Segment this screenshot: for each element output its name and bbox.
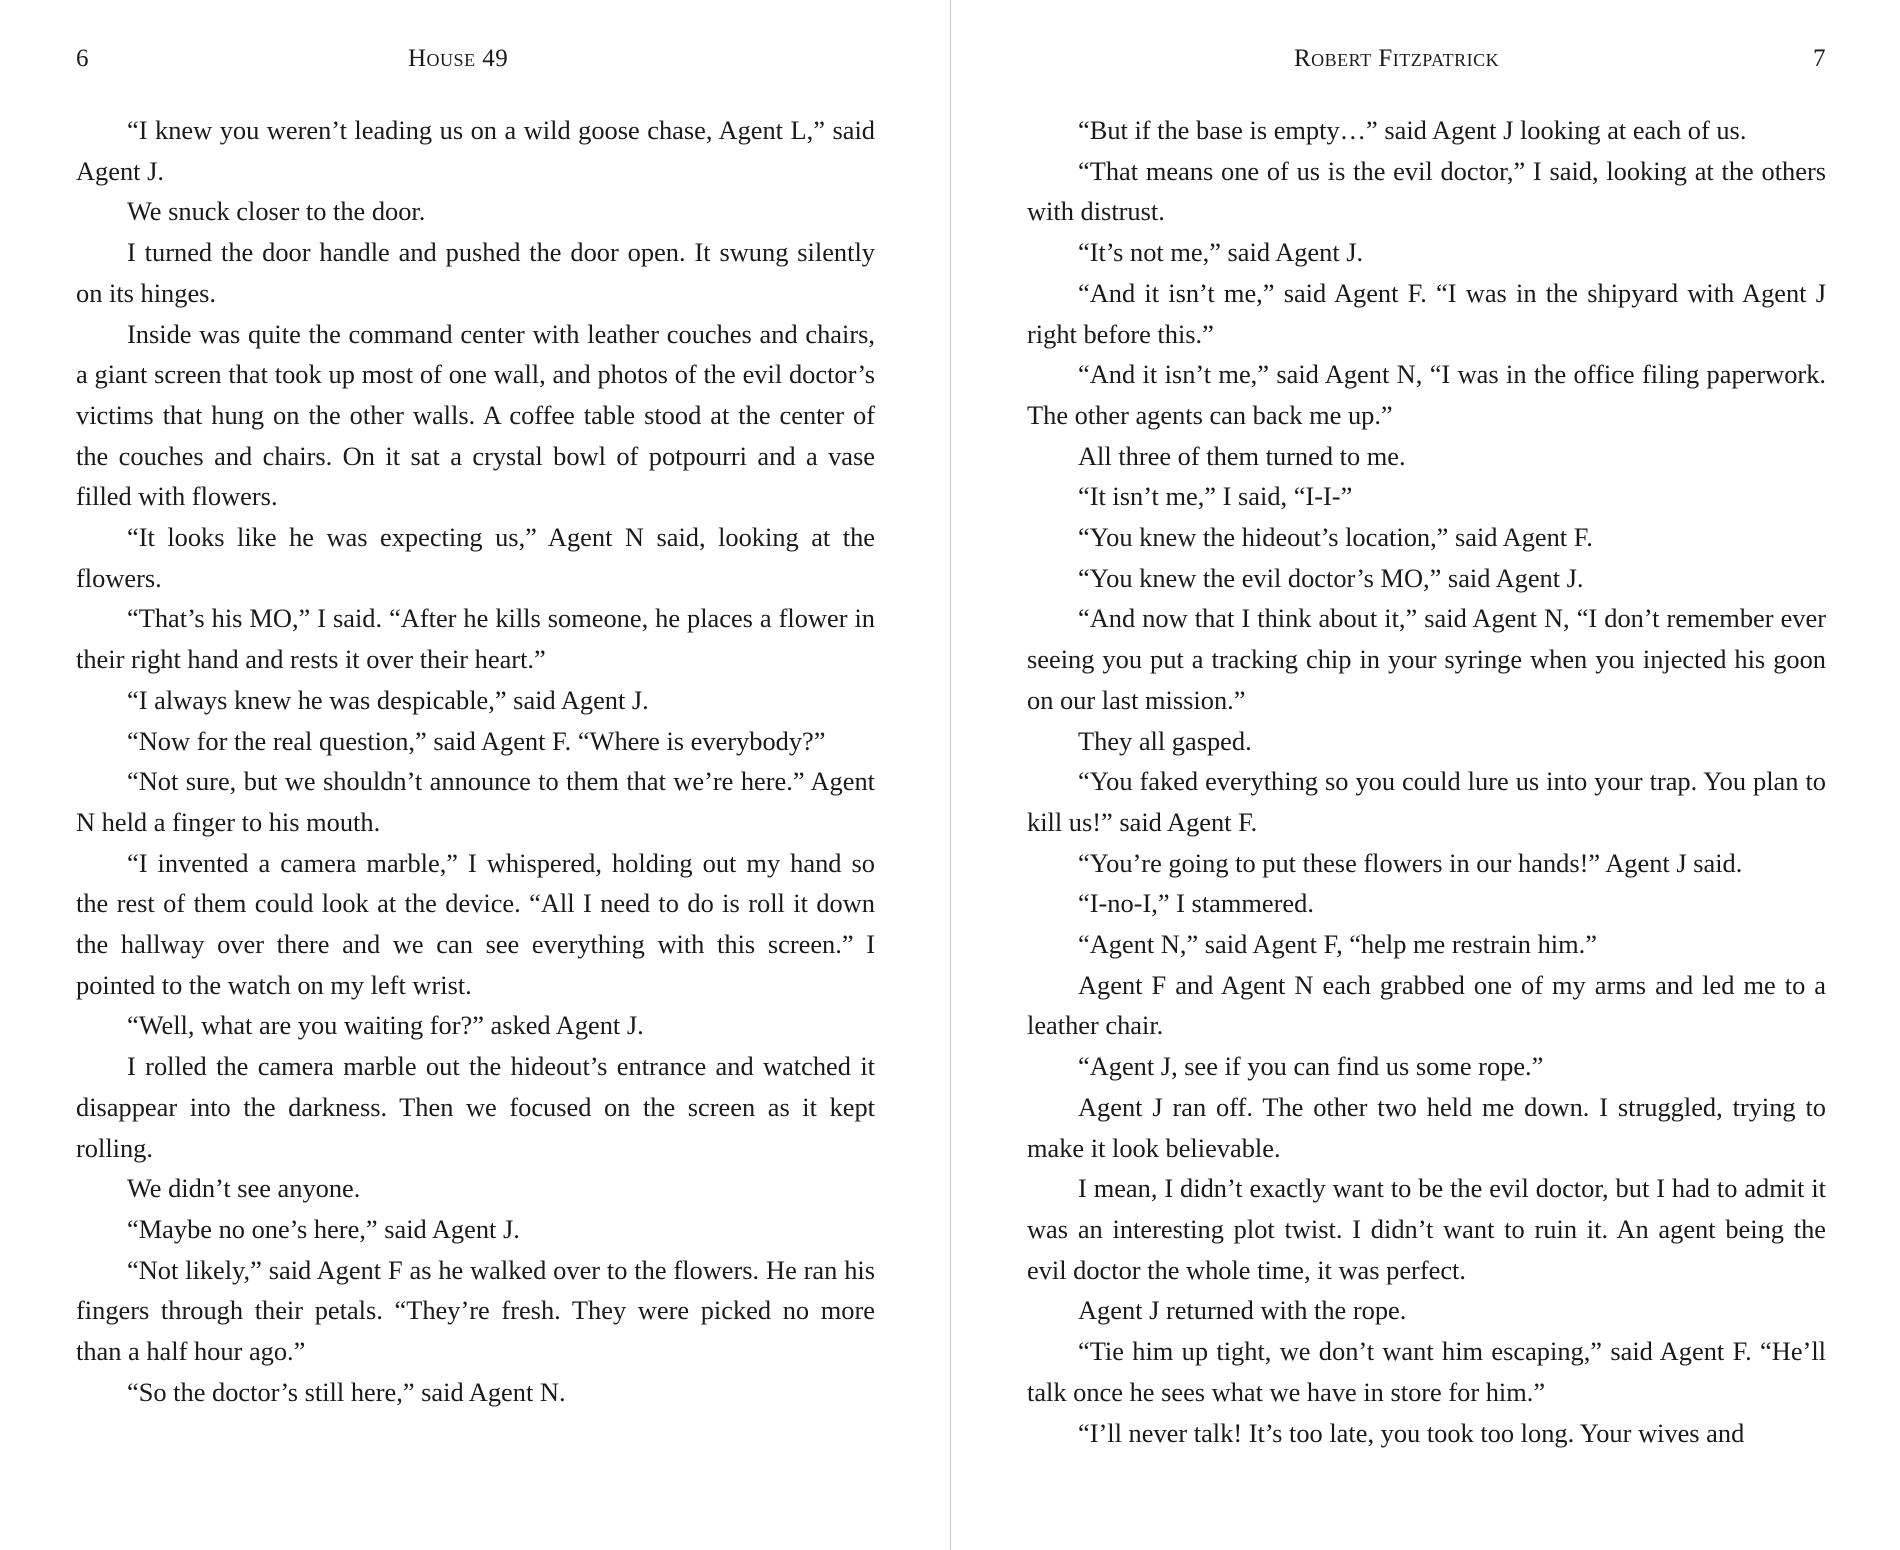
left-page-number: 6 bbox=[76, 45, 89, 72]
paragraph: Agent J returned with the rope. bbox=[1078, 1295, 1407, 1326]
right-page-number: 7 bbox=[1813, 45, 1826, 72]
paragraph: “And it isn’t me,” said Agent F. “I was in the shipyard with Agent J right before this.” bbox=[1027, 277, 1826, 349]
paragraph: “Agent N,” said Agent F, “help me restrain him.” bbox=[1078, 929, 1597, 960]
paragraph: “You knew the hideout’s location,” said Agent F. bbox=[1078, 522, 1593, 553]
paragraph: “You faked everything so you could lure us into your trap. You plan to kill us!” said Agent F. bbox=[1027, 766, 1826, 837]
paragraph: “I knew you weren’t leading us on a wild goose chase, Agent L,” said Agent J. bbox=[76, 115, 875, 186]
paragraph: “I’ll never talk! It’s too late, you took too long. Your wives and bbox=[1078, 1417, 1745, 1448]
right-running-head: Robert Fitzpatrick bbox=[1294, 45, 1500, 72]
paragraph: Inside was quite the command center with leather couches and chairs, a giant screen that took up most of one wall, and photos of the evil doctor’s victims that hung on the other walls. A coffee table stood at the center of the couches and chairs. On it sat a crystal bowl of potpourri and a vase filled with flowers. bbox=[76, 318, 875, 512]
paragraph: They all gasped. bbox=[1078, 725, 1252, 756]
paragraph: “Well, what are you waiting for?” asked Agent J. bbox=[127, 1010, 644, 1041]
paragraph: “Maybe no one’s here,” said Agent J. bbox=[127, 1213, 520, 1244]
paragraph: “It isn’t me,” I said, “I-I-” bbox=[1078, 481, 1353, 512]
paragraph: “I-no-I,” I stammered. bbox=[1078, 888, 1314, 919]
paragraph: “Agent J, see if you can find us some rope.” bbox=[1078, 1051, 1544, 1082]
paragraph: “Now for the real question,” said Agent F. “Where is everybody?” bbox=[127, 725, 826, 756]
paragraph: “So the doctor’s still here,” said Agent N. bbox=[127, 1376, 566, 1407]
paragraph: We didn’t see anyone. bbox=[127, 1173, 361, 1204]
paragraph: I rolled the camera marble out the hideout’s entrance and watched it disappear into the darkness. Then we focused on the screen as it kept rolling. bbox=[76, 1051, 875, 1163]
paragraph: Agent F and Agent N each grabbed one of my arms and led me to a leather chair. bbox=[1027, 969, 1826, 1041]
paragraph: I mean, I didn’t exactly want to be the evil doctor, but I had to admit it was an interesting plot twist. I didn’t want to ruin it. An agent being the evil doctor the whole time, it was perfect. bbox=[1027, 1173, 1826, 1285]
right-page-body bbox=[1027, 110, 1826, 1453]
paragraph: “Tie him up tight, we don’t want him escaping,” said Agent F. “He’ll talk once he sees what we have in store for him.” bbox=[1027, 1336, 1826, 1407]
paragraph: “That means one of us is the evil doctor,” I said, looking at the others with distrust. bbox=[1027, 155, 1826, 227]
paragraph: “It looks like he was expecting us,” Agent N said, looking at the flowers. bbox=[76, 522, 875, 593]
paragraph: “You’re going to put these flowers in our hands!” Agent J said. bbox=[1078, 847, 1743, 878]
right-page bbox=[951, 0, 1900, 1550]
paragraph: “Not likely,” said Agent F as he walked over to the flowers. He ran his fingers through their petals. “They’re fresh. They were picked no more than a half hour ago.” bbox=[76, 1254, 875, 1367]
paragraph: “But if the base is empty…” said Agent J looking at each of us. bbox=[1078, 115, 1747, 145]
paragraph: All three of them turned to me. bbox=[1078, 440, 1406, 471]
paragraph: I turned the door handle and pushed the door open. It swung silently on its hinges. bbox=[76, 237, 875, 308]
left-page-body bbox=[76, 110, 875, 1413]
left-running-head: House 49 bbox=[408, 45, 509, 72]
paragraph: “That’s his MO,” I said. “After he kills someone, he places a flower in their right hand and rests it over their heart.” bbox=[76, 603, 875, 675]
paragraph: “You knew the evil doctor’s MO,” said Agent J. bbox=[1078, 562, 1584, 593]
paragraph: “And it isn’t me,” said Agent N, “I was in the office filing paperwork. The other agents can back me up.” bbox=[1027, 359, 1826, 430]
paragraph: Agent J ran off. The other two held me down. I struggled, trying to make it look believable. bbox=[1027, 1091, 1826, 1163]
paragraph: “And now that I think about it,” said Agent N, “I don’t remember ever seeing you put a tracking chip in your syringe when you injected his goon on our last mission.” bbox=[1027, 603, 1826, 715]
paragraph: “I always knew he was despicable,” said Agent J. bbox=[127, 684, 649, 715]
paragraph: “I invented a camera marble,” I whispered, holding out my hand so the rest of them could look at the device. “All I need to do is roll it down the hallway over there and we can see everything with this screen.” I pointed to the watch on my left wrist. bbox=[76, 847, 875, 1000]
paragraph: “It’s not me,” said Agent J. bbox=[1078, 237, 1364, 268]
paragraph: “Not sure, but we shouldn’t announce to them that we’re here.” Agent N held a finger to his mouth. bbox=[76, 766, 875, 837]
paragraph: We snuck closer to the door. bbox=[127, 196, 426, 227]
